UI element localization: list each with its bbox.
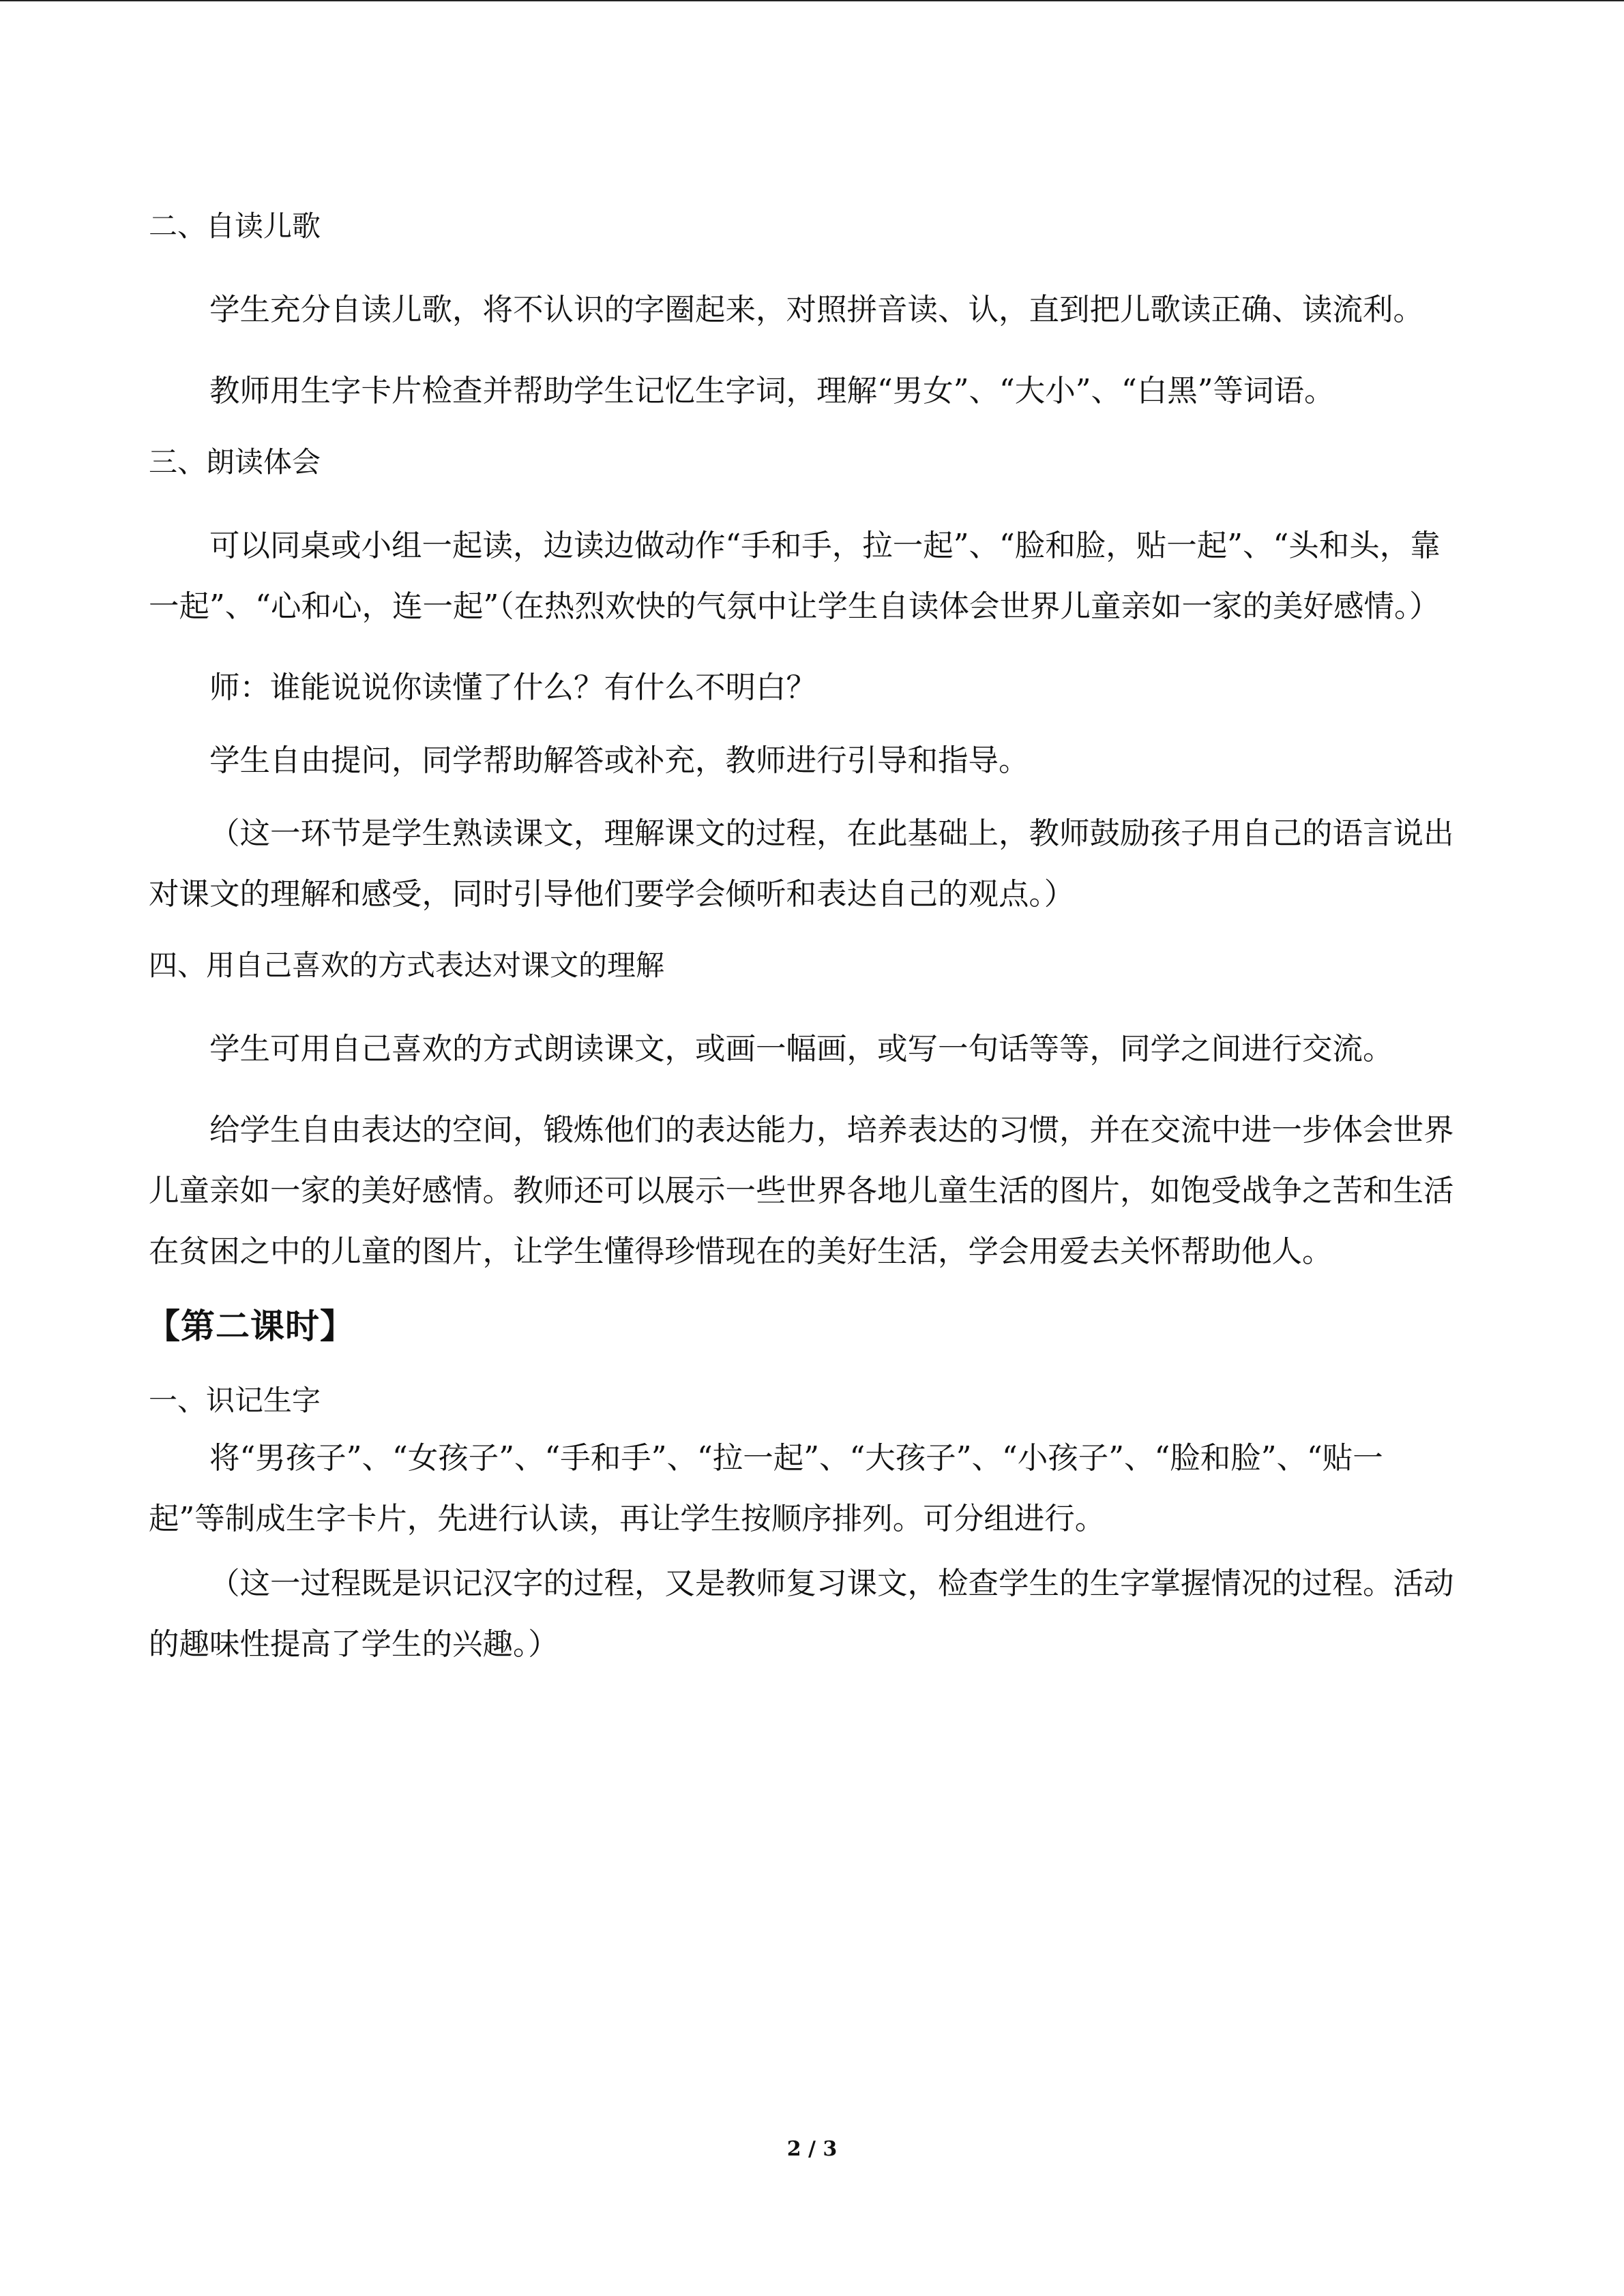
paragraph: 学生可用自己喜欢的方式朗读课文，或画一幅画，或写一句话等等，同学之间进行交流。 — [209, 1032, 1393, 1067]
paragraph: 教师用生字卡片检查并帮助学生记忆生字词，理解“男女”、“大小”、“白黑”等词语。 — [209, 374, 1335, 408]
page-number: 2 / 3 — [786, 2137, 838, 2161]
section-heading-4: 四、用自己喜欢的方式表达对课文的理解 — [149, 949, 665, 982]
paragraph: 师：谁能说说你读懂了什么？有什么不明白？ — [209, 670, 817, 705]
section-heading-2: 二、自读儿歌 — [149, 209, 321, 243]
paragraph: 将“男孩子”、“女孩子”、“手和手”、“拉一起”、“大孩子”、“小孩子”、“脸和脸”、“贴一起”等制成生字卡片，先进行认读，再让学生按顺序排列。可分组进行。 — [149, 1441, 1383, 1536]
paragraph: （这一过程既是识记汉字的过程，又是教师复习课文，检查学生的生字掌握情况的过程。活动的趣味性提高了学生的兴趣。） — [149, 1566, 1454, 1662]
paragraph: （这一环节是学生熟读课文，理解课文的过程，在此基础上，教师鼓励孩子用自己的语言说出对课文的理解和感受，同时引导他们要学会倾听和表达自己的观点。） — [149, 816, 1454, 912]
paragraph: 给学生自由表达的空间，锻炼他们的表达能力，培养表达的习惯，并在交流中进一步体会世界儿童亲如一家的美好感情。教师还可以展示一些世界各地儿童生活的图片，如饱受战争之苦和生活在贫困之中的儿童的图片，让学生懂得珍惜现在的美好生活，学会用爱去关怀帮助他人。 — [149, 1113, 1454, 1269]
paragraph: 学生充分自读儿歌，将不认识的字圈起来，对照拼音读、认，直到把儿歌读正确、读流利。 — [209, 293, 1424, 327]
paragraph: 可以同桌或小组一起读，边读边做动作“手和手，拉一起”、“脸和脸，贴一起”、“头和头，靠一起”、“心和心，连一起”（在热烈欢快的气氛中让学生自读体会世界儿童亲如一家的美好感情。） — [149, 528, 1441, 624]
section-heading-3: 三、朗读体会 — [149, 445, 321, 479]
document-body — [146, 206, 1458, 1695]
section-heading-1: 一、识记生字 — [149, 1384, 321, 1417]
lesson-heading: 【第二课时】 — [146, 1306, 355, 1346]
paragraph: 学生自由提问，同学帮助解答或补充，教师进行引导和指导。 — [209, 743, 1029, 778]
